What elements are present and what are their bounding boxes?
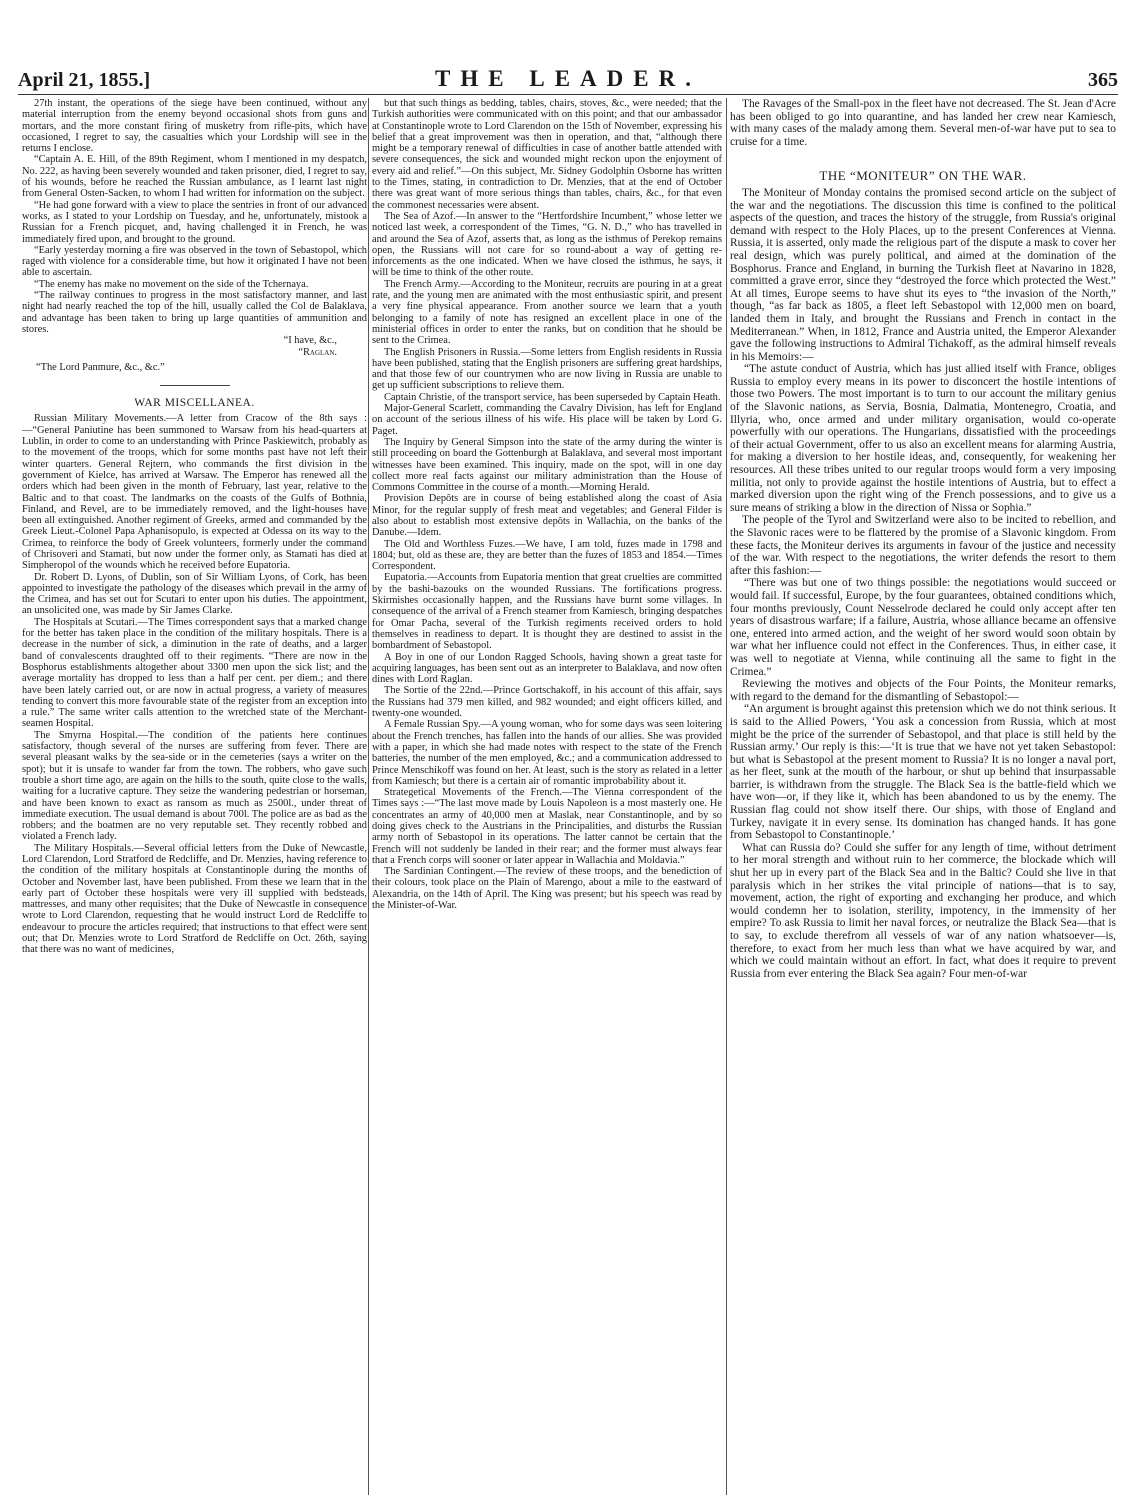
column-3 [730,98,1116,1497]
paragraph: Eupatoria.—Accounts from Eupatoria mention that great cruelties are committed by the bashi-bazouks on the wounded Russians. The fortifications progress. Skirmishes occasionally happen, and the Russians have burnt some villages. In consequence of the arrival of a French steamer from Kamiesch, bringing despatches for Omar Pacha, several of the Turkish regiments received orders to hold themselves in readiness to depart. It is thought they are destined to assist in the bombardment of Sebastopol. [372,572,722,652]
issue-date: April 21, 1855.] [18,69,151,91]
paragraph: “He had gone forward with a view to place the sentries in front of our advanced works, as I stated to your Lordship on Tuesday, and he, unfortunately, mistook a Russian for a French picquet, and, having challenged it in French, he was immediately fired upon, and brought to the ground. [22,199,367,245]
column-1 [22,98,367,1497]
paragraph: Strategetical Movements of the French.—The Vienna correspondent of the Times says :—“The last move made by Louis Napoleon is a most masterly one. He concentrates an army of 40,000 men at Maslak, near Constantinople, and by so doing gives check to the Austrians in the Principalities, and disturbs the Russian army north of Sebastopol in its operations. The latter cannot be certain that the French will not suddenly be landed in their rear; and the former must always fear that a French corps will sooner or later appear in Wallachia and Moldavia.” [372,787,722,866]
section-divider [160,385,230,386]
paragraph: Provision Depôts are in course of being established along the coast of Asia Minor, for the regular supply of fresh meat and vegetables; and General Filder is also about to establish most extensive depôts in Wallachia, on the banks of the Danube.—Idem. [372,493,722,539]
paragraph: The Sea of Azof.—In answer to the “Hertfordshire Incumbent,” whose letter we noticed last week, a correspondent of the Times, “G. N. D.,” who has travelled in and around the Sea of Azof, asserts that, as long as the isthmus of Perekop remains open, the Russians will not care for so round-about a way of getting re-inforcements as the one indicated. When we have closed the isthmus, he says, it will be time to think of the other route. [372,210,722,279]
paragraph: Russian Military Movements.—A letter from Cracow of the 8th says :—“General Paniutine has been summoned to Warsaw from his head-quarters at Lublin, in order to come to an understanding with Prince Paskiewitch, probably as to the movement of the troops, which for some months past have not left their winter quarters. General Rejtern, who commands the first division in the government of Kielce, has arrived at Warsaw. The Emperor has renewed all the orders which had been given in the month of February, last year, relative to the Baltic and to that coast. The landmarks on the coasts of the Gulfs of Bothnia, Finland, and Revel, are to be immediately removed, and the light-houses have been all extinguished. Another regiment of Greeks, armed and commanded by the Greek Lieut.-Colonel Papa Aphanisopulo, is expected at Odessa on its way to the Crimea, to reinforce the body of Greek volunteers, formerly under the command of Chrisoveri and Stamati, but now under the former only, as Stamati has died at Simpheropol of the wounds which he received before Eupatoria. [22,413,367,572]
paragraph: “Early yesterday morning a fire was observed in the town of Sebastopol, which raged with violence for a considerable time, but how it originated I have not been able to ascertain. [22,244,367,279]
paragraph: The Hospitals at Scutari.—The Times correspondent says that a marked change for the better has taken place in the condition of the military hospitals. There is a decrease in the number of sick, a diminution in the rate of deaths, and a larger band of convalescents draughted off to their regiments. “There are now in the Bosphorus establishments altogether about 3300 men upon the sick list; and the average mortality has dropped to less than a half per cent. per diem.; and there have been lately carried out, or are now in actual progress, a variety of measures tending to convert this more favourable state of the register from an exception into a rule.” The same writer calls attention to the wretched state of the Merchant-seamen Hospital. [22,616,367,730]
paragraph: 27th instant, the operations of the siege have been continued, without any material interruption from the enemy beyond occasional shots from guns and mortars, and the more constant firing of musketry from rifle-pits, which have occasioned, I regret to say, the casualties which your Lordship will see in the returns I enclose. [22,98,367,155]
paragraph: The Moniteur of Monday contains the promised second article on the subject of the war and the negotiations. The discussion this time is confined to the political aspects of the question, and traces the history of the struggle, from Russia's original demand with respect to the Holy Places, up to the present Conferences at Vienna. Russia, it is asserted, only made the religious part of the dispute a mask to cover her real design, which was purely political, and aimed at the domination of the Bosphorus. France and England, in burning the Turkish fleet at Navarino in 1828, committed a grave error, since they “destroyed the force which protected the West.” At all times, Europe seems to have shut its eyes to “the invasion of the North,” though, “as far back as 1805, a fleet left Sebastopol with 12,000 men on board, landed them in Italy, and brought the Russians and French in contact in the Mediterranean.” When, in 1812, France and Austria united, the Emperor Alexander gave the following instructions to Admiral Tichakoff, as the admiral himself reveals in his Memoirs:— [730,186,1116,363]
paragraph: The Ravages of the Small-pox in the fleet have not decreased. The St. Jean d'Acre has been obliged to go into quarantine, and has landed her crew near Kamiesch, with many cases of the malady among them. Several men-of-war have put to sea to cruise for a time. [730,98,1116,148]
quoted-paragraph: “An argument is brought against this pretension which we do not think serious. It is said to the Allied Powers, ‘You ask a concession from Russia, which at most might be the price of the surrender of Sebastopol, and that place is still held by the Russian army.’ Our reply is this:—‘It is true that we have not yet taken Sebastopol: but what is Sebastopol at the present moment to Russia? It is no longer a naval port, as her fleet, sunk at the mouth of the harbour, or shut up behind that insurpassable barrier, is withdrawn from the struggle. The Black Sea is the battle-field which we have won—or, if they like it, which has been abandoned to us by the enemy. The Russian flag could not show itself there. Our ships, with those of England and Turkey, navigate it in every sense. Its domination has changed hands. It has gone from Sebastopol to Constantinople.’ [730,703,1116,842]
paragraph: What can Russia do? Could she suffer for any length of time, without detriment to her moral strength and without ruin to her commerce, the blockade which will shut her up in every part of the Black Sea and in the Baltic? Could she live in that paralysis which in her strikes the vital principle of nations—that is to say, movement, action, the right of exporting and exchanging her produce, and which would condemn her to isolation, sterility, impotency, in the immensity of her empire? To ask Russia to limit her naval forces, or neutralize the Black Sea—that is to say, to exclude therefrom all vessels of war of any nation whatsoever—is, therefore, to exact from her much less than what we have acquired by war, and which we could maintain without an effort. In fact, what does it require to prevent Russia from ever entering the Black Sea again? Four men-of-war [730,841,1116,980]
paragraph: Reviewing the motives and objects of the Four Points, the Moniteur remarks, with regard to the demand for the dismantling of Sebastopol:— [730,678,1116,703]
paragraph: “The railway continues to progress in the most satisfactory manner, and last night had nearly reached the top of the hill, usually called the Col de Balaklava, and advantage has been taken to bring up large quantities of ammunition and stores. [22,290,367,335]
paragraph: but that such things as bedding, tables, chairs, stoves, &c., were needed; that the Turkish authorities were communicated with on this point; and that our ambassador at Constantinople wrote to Lord Clarendon on the 15th of November, expressing his belief that a great improvement was then in operation, and that, “although there might be a temporary renewal of difficulties in case of another battle attended with severe consequences, the sick and wounded might reckon upon the enjoyment of every aid and relief.”—On this subject, Mr. Sidney Godolphin Osborne has written to the Times, stating, in contradiction to Dr. Menzies, that at the end of October there was great want of more serious things than tables, chairs, &c., for that even the commonest necessaries were absent. [372,98,722,211]
column-2 [372,98,722,1497]
signature-name: “Raglan. [298,346,337,358]
paragraph: The Smyrna Hospital.—The condition of the patients here continues satisfactory, though several of the nurses are suffering from fever. There are several pleasant walks by the sea-side or in the cemeteries (says a writer on the spot); but it is unsafe to wander far from the town. The robbers, who gave such trouble a short time ago, are again on the hills to the south, quite close to the walls, waiting for a lucrative capture. They seize the wandering pedestrian or horseman, and have been known to exact as ransom as much as 2500l., under threat of immediate execution. The usual demand is about 700l. The police are as bad as the robbers; and the boatmen are no very reputable set. They recently robbed and violated a French lady. [22,729,367,843]
paragraph: A Female Russian Spy.—A young woman, who for some days was seen loitering about the French trenches, has fallen into the hands of our allies. She was provided with a paper, in which she had made notes with respect to the state of the French batteries, the number of the men employed, &c.; and a communication addressed to Prince Menschikoff was found on her. At least, such is the story as related in a letter from Kamiesch; but there is a certain air of romantic improbability about it. [372,719,722,787]
paragraph: Captain Christie, of the transport service, has been superseded by Captain Heath. [384,391,721,403]
paragraph: The Military Hospitals.—Several official letters from the Duke of Newcastle, Lord Clarendon, Lord Stratford de Redcliffe, and Dr. Menzies, having reference to the condition of the military hospitals at Constantinople during the months of October and November last, have been published. From these we learn that in the early part of October these hospitals were very ill supplied with bedsteads, mattresses, and many other requisites; that the Duke of Newcastle in consequence wrote to Lord Clarendon, requesting that he would instruct Lord de Redcliffe to endeavour to procure the articles required; that instructions to that effect were sent out; that Dr. Menzies wrote to Lord Stratford de Redcliffe on Oct. 26th, saying that there was no want of medicines, [22,842,367,956]
page-header [18,58,1118,95]
paragraph: Major-General Scarlett, commanding the Cavalry Division, has left for England on account of the serious illness of his wife. His place will be taken by Lord G. Paget. [372,403,722,437]
masthead-title: THE LEADER. [435,66,701,91]
paragraph: Dr. Robert D. Lyons, of Dublin, son of Sir William Lyons, of Cork, has been appointed to investigate the pathology of the diseases which prevail in the army of the Crimea, and has set out for Scutari to enter upon his duties. The appointment, an unsolicited one, was made by Sir James Clarke. [22,571,367,617]
paragraph: The Sardinian Contingent.—The review of these troops, and the benediction of their colours, took place on the Plain of Marengo, about a mile to the eastward of Alexandria, on the 14th of April. The King was present; but his speech was read by the Minister-of-War. [372,866,722,912]
paragraph: A Boy in one of our London Ragged Schools, having shown a great taste for acquiring languages, has been sent out as an interpreter to Balaklava, and now often dines with Lord Raglan. [372,651,722,686]
column-rule [368,98,369,1495]
paragraph: “The enemy has make no movement on the side of the Tchernaya. [34,278,309,290]
section-heading: WAR MISCELLANEA. [134,397,255,410]
column-rule [726,98,727,1495]
paragraph: The Old and Worthless Fuzes.—We have, I am told, fuzes made in 1798 and 1804; but, old as these are, they are better than the fuzes of 1853 and 1854.—Times Correspondent. [372,538,722,573]
paragraph: “Captain A. E. Hill, of the 89th Regiment, whom I mentioned in my despatch, No. 222, as having been severely wounded and taken prisoner, died, I regret to say, of his wounds, before he reached the Russian ambulance, as I learnt last night from General Osten-Sacken, to whom I had written for information on the subject. [22,154,367,200]
signature-closing: “I have, &c., [283,335,337,347]
paragraph: The English Prisoners in Russia.—Some letters from English residents in Russia have been published, stating that the English prisoners are suffering great hardships, and that those few of our countrymen who are now living in Russia are unable to get up sufficient subscriptions to relieve them. [372,346,722,392]
quoted-paragraph: “There was but one of two things possible: the negotiations would succeed or would fail. If successful, Europe, by the four guarantees, obtained conditions which, four months previously, Count Nesselrode declared he could only accept after ten years of disastrous warfare; if a failure, Austria, whose alliance became an offensive one, entered into armed action, and the weight of her sword would soon obtain by war what her influence could not effect in the Conferences. Thus, in either case, it was well to negotiate at Vienna, while continuing all the same to fight in the Crimea.” [730,577,1116,678]
paragraph: The Inquiry by General Simpson into the state of the army during the winter is still proceeding on board the Gottenburgh at Balaklava, and several most important witnesses have been examined. This inquiry, made on the spot, will in one day collect more real facts against our military administration than the House of Commons Committee in the course of a month.—Morning Herald. [372,436,722,494]
paragraph: The French Army.—According to the Moniteur, recruits are pouring in at a great rate, and the young men are animated with the most enthusiastic spirit, and present a very fine physical appearance. From another source we learn that a youth belonging to a family of note has resigned an excellent place in one of the ministerial offices in order to enter the ranks, but on condition that he should be sent to the Crimea. [372,278,722,347]
addressee: “The Lord Panmure, &c., &c.” [36,361,165,373]
article-heading: THE “MONITEUR” ON THE WAR. [819,168,1027,184]
quoted-paragraph: “The astute conduct of Austria, which has just allied itself with France, obliges Russia to employ every means in its power to disconcert the hostile intentions of those two Powers. The most important is to turn to our account the military genius of the Slavonic nations, as Servia, Bosnia, Dalmatia, Montenegro, Croatia, and Illyria, who, once armed and under military organisation, would co-operate powerfully with our operations. The Hungarians, dissatisfied with the proceedings of their actual Government, offer to us also an excellent means for alarming Austria, for making a diversion to her hostile ideas, and, consequently, for weakening her resources. All these tribes united to our regular troops would form a very imposing militia, not only to provide against the hostile intentions of Austria, but to effect a marked diversion upon the right wing of the French possessions, and to give us a sure means of striking a blow in the direction of Nissa or Sophia.” [730,363,1116,514]
page-number: 365 [1088,69,1118,91]
paragraph: The Sortie of the 22nd.—Prince Gortschakoff, in his account of this affair, says the Russians had 379 men killed, and 982 wounded; and eight officers killed, and twenty-one wounded. [372,685,722,720]
paragraph: The people of the Tyrol and Switzerland were also to be incited to rebellion, and the Slavonic races were to be flattered by the promise of a Slavonic kingdom. From these facts, the Moniteur derives its arguments in favour of the justice and necessity of the war. With respect to the negotiations, the writer defends the resort to them after this fashion:— [730,514,1116,577]
